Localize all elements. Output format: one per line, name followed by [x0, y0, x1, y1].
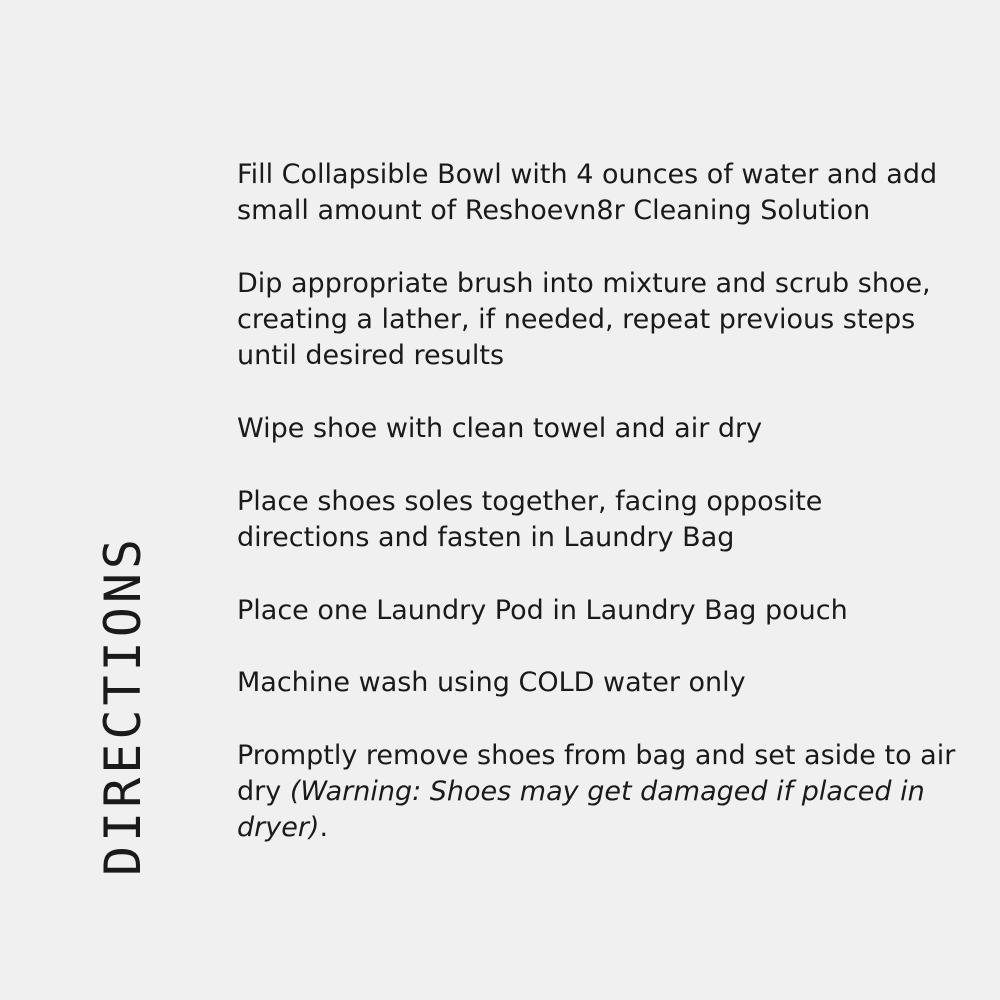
direction-step-text: Machine wash using COLD water only — [237, 667, 746, 699]
direction-step-text: Place shoes soles together, facing opposite directions and fasten in Laundry Bag — [237, 485, 823, 553]
direction-step-3 — [237, 411, 957, 447]
direction-step-suffix: . — [319, 812, 329, 844]
directions-list — [237, 157, 957, 847]
direction-step-text: Wipe shoe with clean towel and air dry — [237, 413, 763, 445]
direction-step-4 — [237, 484, 957, 557]
direction-step-text: Fill Collapsible Bowl with 4 ounces of water and add small amount of Reshoevn8r Cleaning Solution — [237, 159, 938, 227]
direction-step-text: Place one Laundry Pod in Laundry Bag pouch — [237, 594, 848, 626]
direction-step-7 — [237, 738, 957, 847]
direction-step-5 — [237, 593, 957, 629]
dryer-warning: (Warning: Shoes may get damaged if placed in dryer) — [237, 776, 925, 844]
section-title: DIRECTIONS — [94, 534, 152, 876]
direction-step-text: Dip appropriate brush into mixture and scrub shoe, creating a lather, if needed, repeat previous steps until desired results — [237, 267, 931, 372]
direction-step-6 — [237, 665, 957, 701]
direction-step-text: Promptly remove shoes from bag and set aside to air dry — [237, 739, 956, 808]
direction-step-1 — [237, 157, 957, 230]
direction-step-2 — [237, 266, 957, 375]
